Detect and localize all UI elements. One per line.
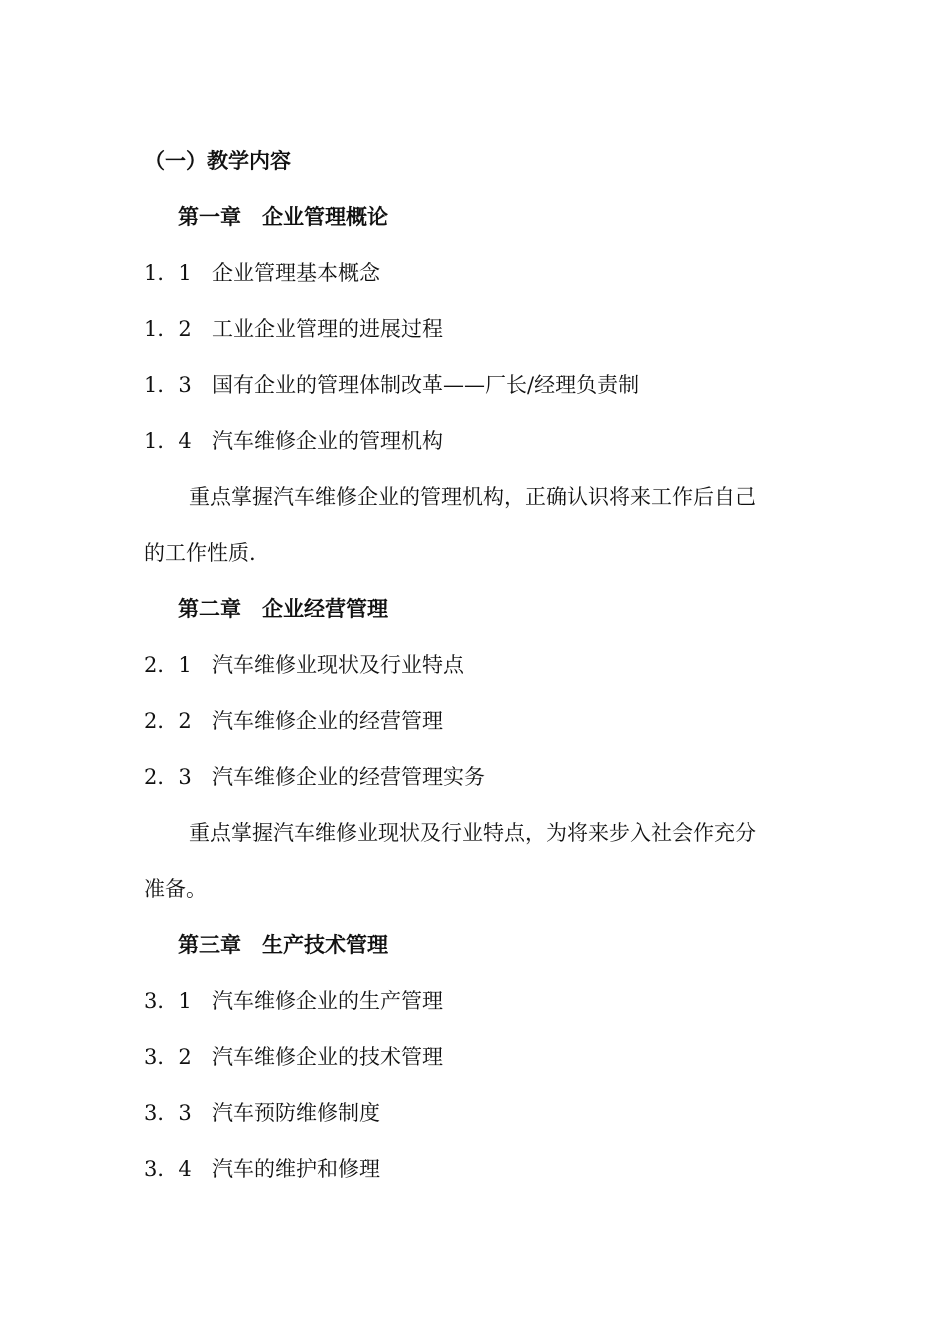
item-number: 1．4 [144, 429, 192, 453]
item-text: 工业企业管理的进展过程 [212, 317, 443, 341]
item-number: 1．3 [144, 373, 192, 397]
item-text: 企业管理基本概念 [212, 261, 380, 285]
item-number: 3．1 [144, 989, 192, 1013]
chapter-3-item-3 [144, 1099, 380, 1127]
chapter-1-item-2 [144, 315, 443, 343]
item-number: 3．3 [144, 1101, 192, 1125]
item-number: 1．1 [144, 261, 192, 285]
chapter-3-item-2 [144, 1043, 443, 1071]
item-text: 汽车维修企业的经营管理实务 [212, 765, 485, 789]
chapter-1-key-point-line-2: 的工作性质. [144, 541, 256, 565]
chapter-2-item-1 [144, 651, 464, 679]
item-number: 2．1 [144, 653, 192, 677]
item-number: 3．2 [144, 1045, 192, 1069]
chapter-2-key-point-line-2: 准备。 [144, 877, 207, 901]
item-number: 2．2 [144, 709, 192, 733]
chapter-2-title: 第二章 企业经营管理 [178, 597, 388, 621]
item-text: 汽车维修业现状及行业特点 [212, 653, 464, 677]
item-text: 汽车的维护和修理 [212, 1157, 380, 1181]
chapter-1-key-point-line-1: 重点掌握汽车维修企业的管理机构，正确认识将来工作后自己 [189, 485, 756, 509]
item-text: 汽车预防维修制度 [212, 1101, 380, 1125]
item-number: 2．3 [144, 765, 192, 789]
chapter-1-item-1 [144, 259, 380, 287]
item-text: 汽车维修企业的经营管理 [212, 709, 443, 733]
chapter-2-item-2 [144, 707, 443, 735]
chapter-1-item-4 [144, 427, 443, 455]
item-text: 国有企业的管理体制改革——厂长/经理负责制 [212, 373, 640, 397]
section-title: （一）教学内容 [144, 149, 291, 173]
item-number: 1．2 [144, 317, 192, 341]
chapter-1-title: 第一章 企业管理概论 [178, 205, 388, 229]
chapter-3-title: 第三章 生产技术管理 [178, 933, 388, 957]
chapter-3-item-1 [144, 987, 443, 1015]
item-text: 汽车维修企业的生产管理 [212, 989, 443, 1013]
chapter-3-item-4 [144, 1155, 380, 1183]
item-text: 汽车维修企业的管理机构 [212, 429, 443, 453]
item-number: 3．4 [144, 1157, 192, 1181]
item-text: 汽车维修企业的技术管理 [212, 1045, 443, 1069]
chapter-2-key-point-line-1: 重点掌握汽车维修业现状及行业特点，为将来步入社会作充分 [189, 821, 756, 845]
chapter-1-item-3 [144, 371, 639, 399]
chapter-2-item-3 [144, 763, 485, 791]
